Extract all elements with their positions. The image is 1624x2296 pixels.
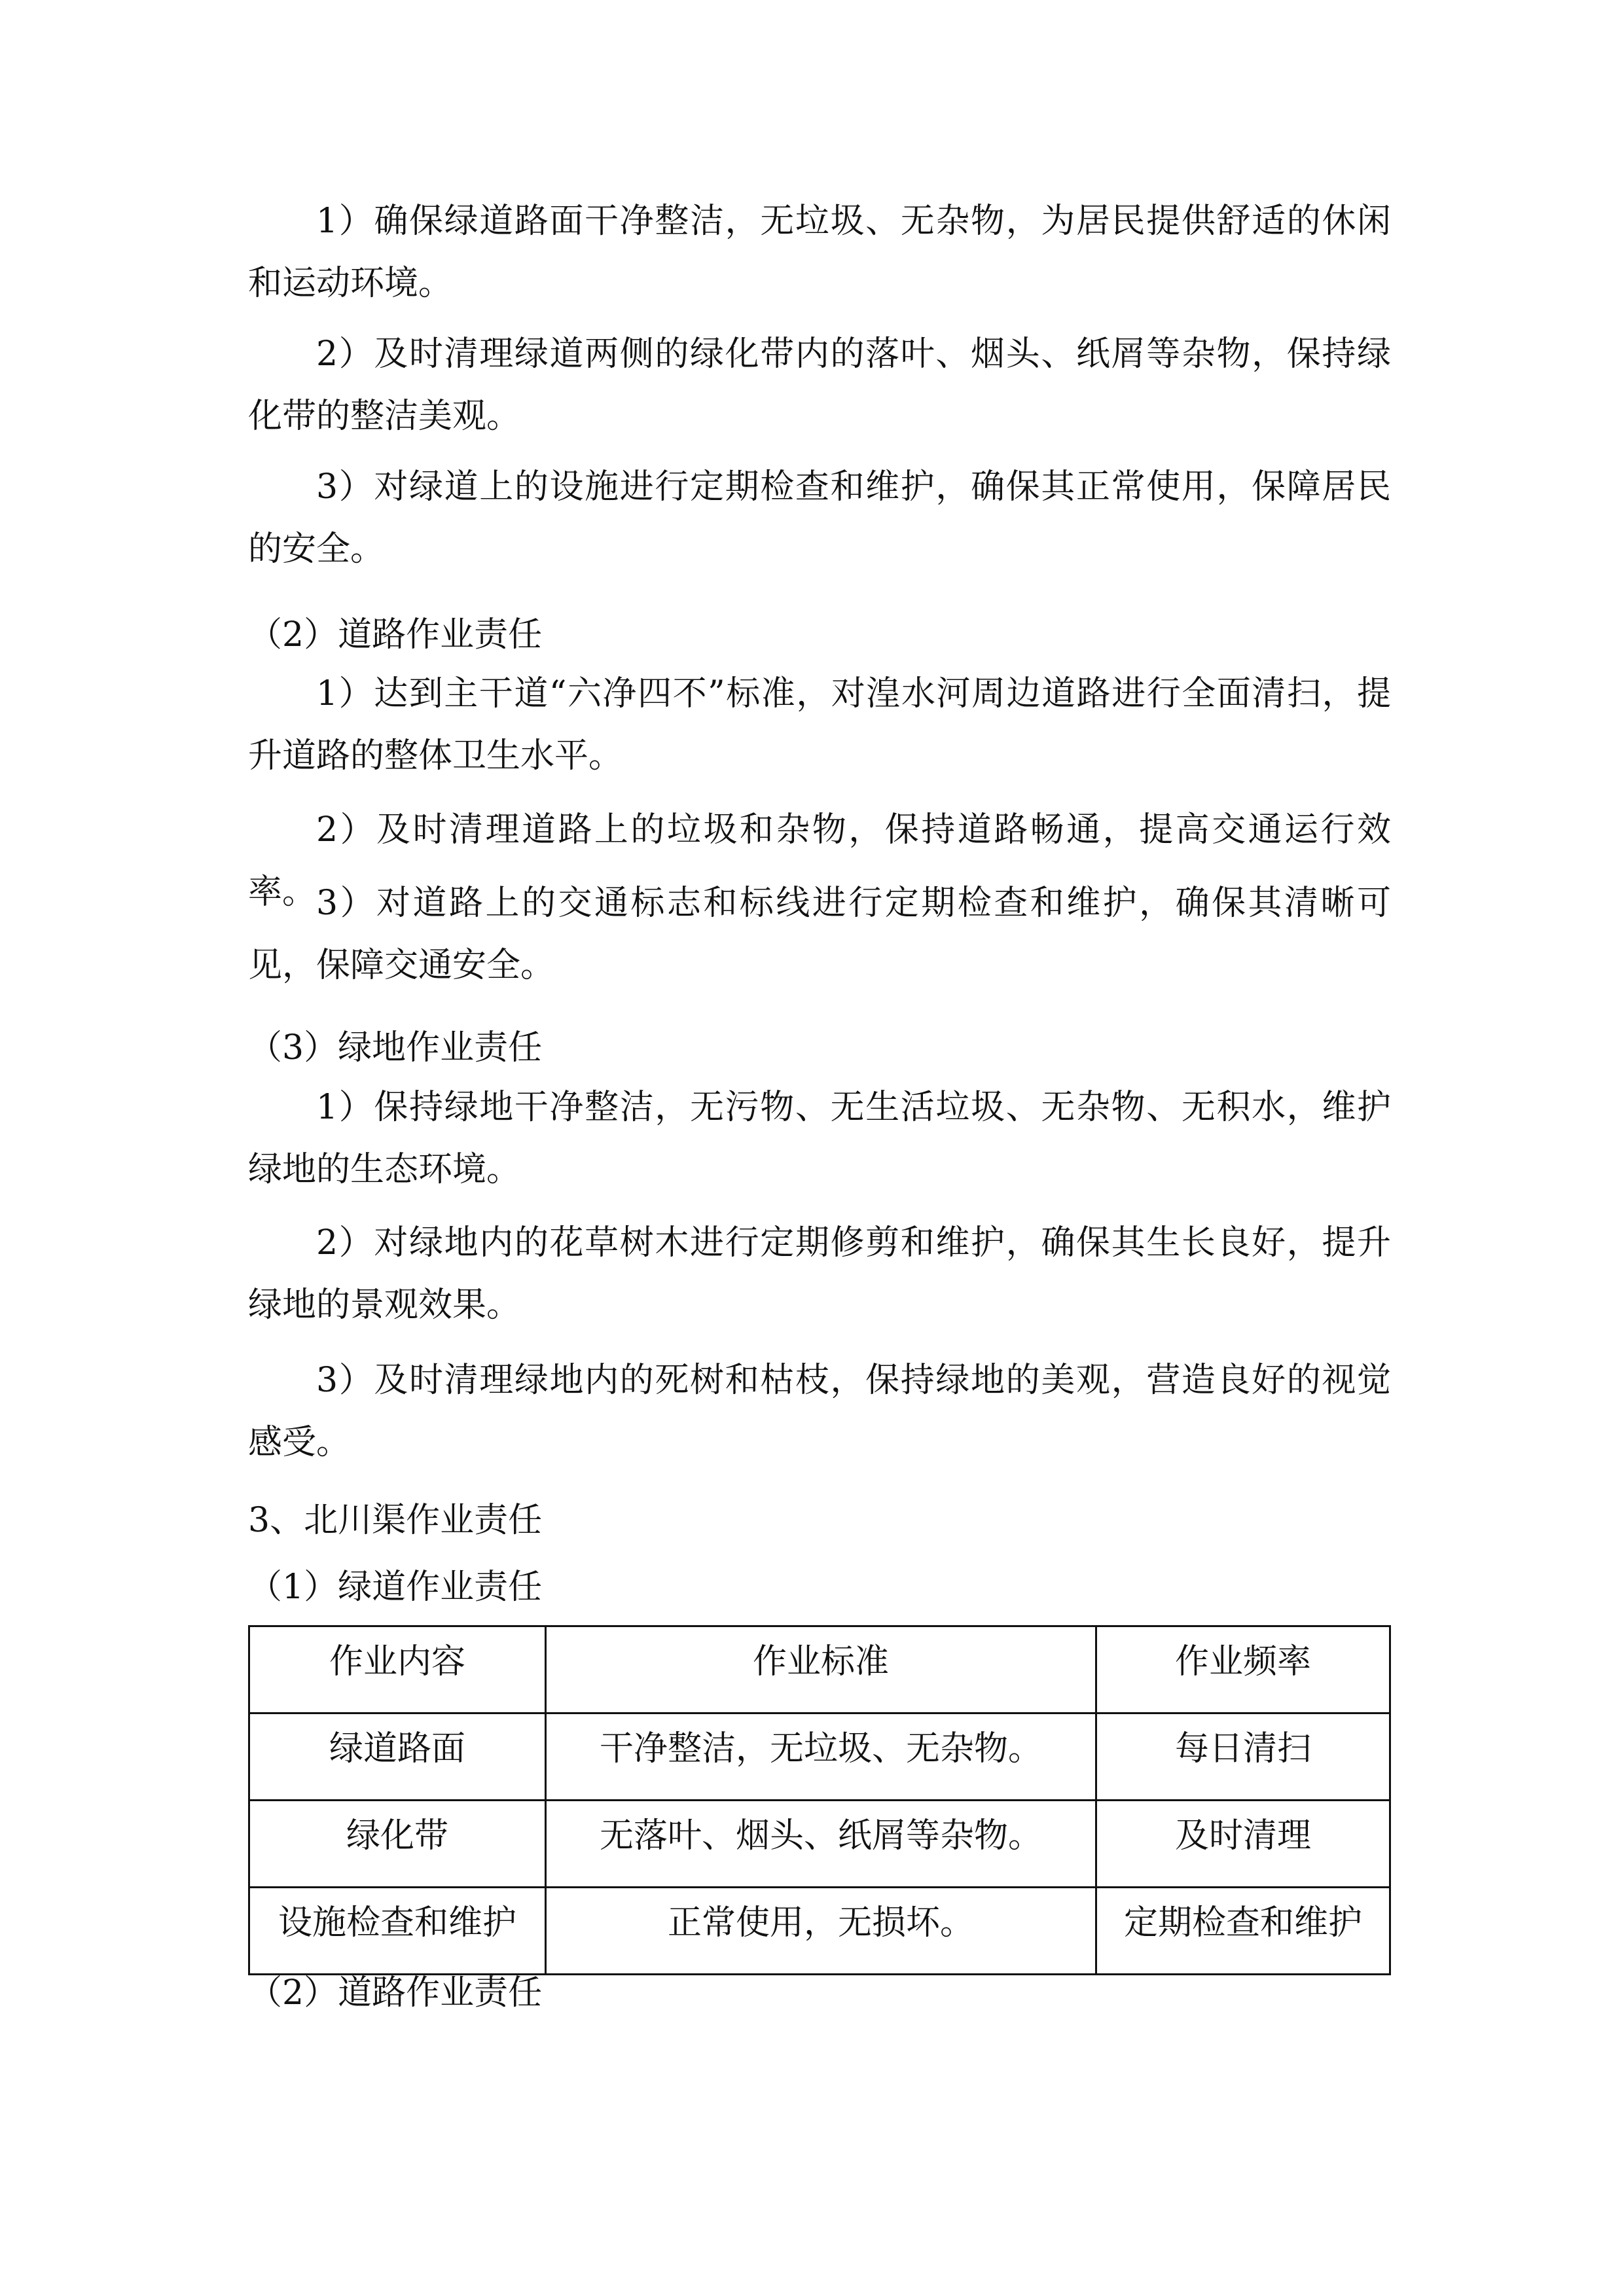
work-table [248,1625,1391,1975]
table-header-cell: 作业标准 [546,1626,1096,1713]
table-row [249,1713,1390,1801]
table-cell: 干净整洁，无垃圾、无杂物。 [546,1713,1096,1801]
paragraph: 3）对道路上的交通标志和标线进行定期检查和维护，确保其清晰可见，保障交通安全。 [248,884,1391,985]
paragraph: 1）确保绿道路面干净整洁，无垃圾、无杂物，为居民提供舒适的休闲和运动环境。 [248,202,1391,303]
paragraph: 2）对绿地内的花草树木进行定期修剪和维护，确保其生长良好，提升绿地的景观效果。 [248,1223,1391,1325]
section-heading: （2）道路作业责任 [248,615,543,655]
table-cell: 设施检查和维护 [249,1888,546,1975]
paragraph: 2）及时清理道路上的垃圾和杂物，保持道路畅通，提高交通运行效率。 [248,810,1391,912]
paragraph: 3）及时清理绿地内的死树和枯枝，保持绿地的美观，营造良好的视觉感受。 [248,1361,1391,1462]
table-cell: 绿道路面 [249,1713,546,1801]
table-cell: 每日清扫 [1096,1713,1390,1801]
paragraph: 3）对绿道上的设施进行定期检查和维护，确保其正常使用，保障居民的安全。 [248,467,1391,569]
section-heading: 3、北川渠作业责任 [248,1501,543,1540]
table-cell: 无落叶、烟头、纸屑等杂物。 [546,1801,1096,1888]
table-header-cell: 作业内容 [249,1626,546,1713]
section-heading: （3）绿地作业责任 [248,1028,543,1067]
sub-heading: （1）绿道作业责任 [248,1568,543,1607]
table-cell: 绿化带 [249,1801,546,1888]
table-cell: 正常使用，无损坏。 [546,1888,1096,1975]
paragraph: 1）保持绿地干净整洁，无污物、无生活垃圾、无杂物、无积水，维护绿地的生态环境。 [248,1088,1391,1189]
paragraph: 2）及时清理绿道两侧的绿化带内的落叶、烟头、纸屑等杂物，保持绿化带的整洁美观。 [248,334,1391,436]
sub-heading: （2）道路作业责任 [248,1973,543,2013]
paragraph: 1）达到主干道“六净四不”标准，对湟水河周边道路进行全面清扫，提升道路的整体卫生水平。 [248,674,1391,776]
table-row [249,1801,1390,1888]
table-cell: 定期检查和维护 [1096,1888,1390,1975]
table-cell: 及时清理 [1096,1801,1390,1888]
table-header-row [249,1626,1390,1713]
table-row [249,1888,1390,1975]
table-header-cell: 作业频率 [1096,1626,1390,1713]
